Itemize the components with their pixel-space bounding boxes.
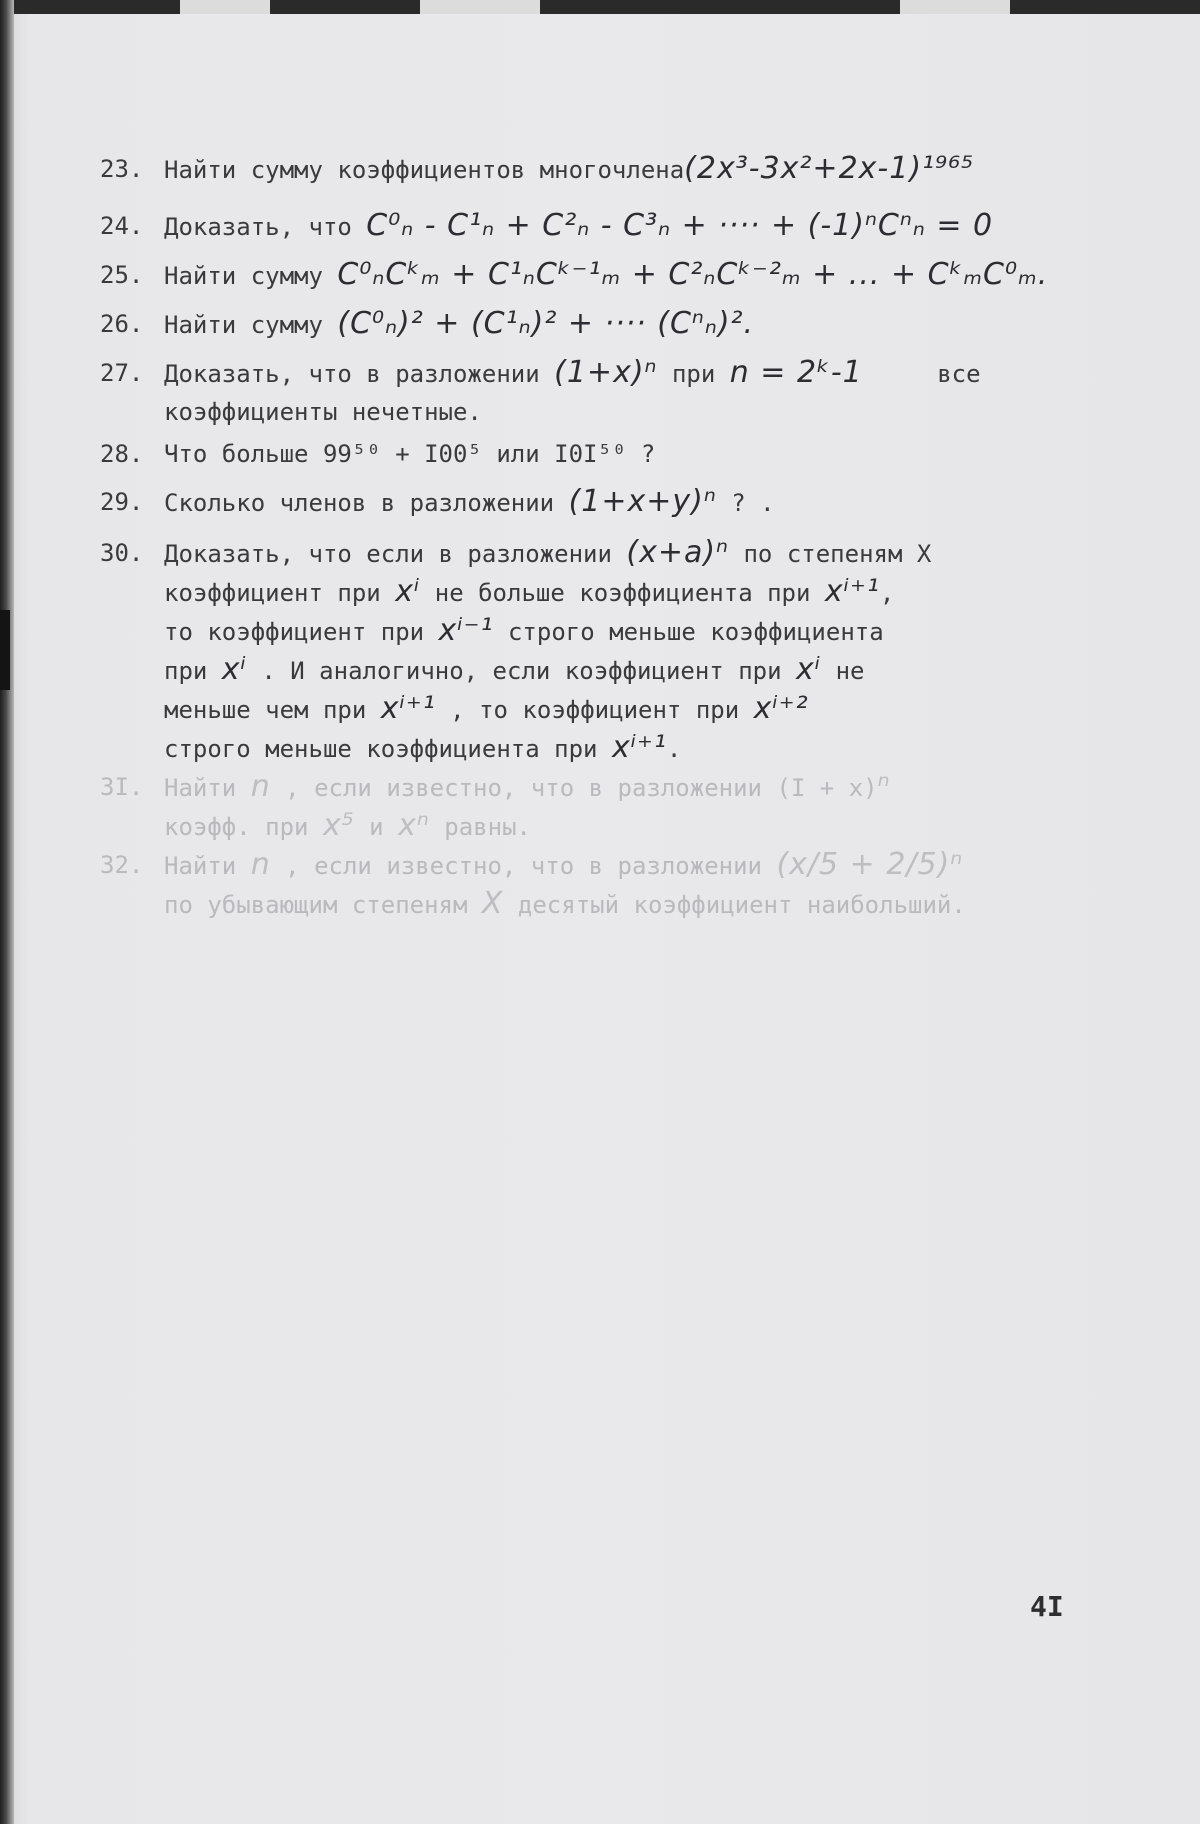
problem-text: коэфф. при: [164, 813, 323, 841]
handwritten-formula: (C⁰ₙ)² + (C¹ₙ)² + ···· (Cⁿₙ)².: [337, 306, 755, 341]
problem-number: 32.: [100, 851, 144, 879]
handwritten-formula: x⁵: [322, 808, 355, 843]
problem-text: ? .: [716, 489, 775, 517]
problem-29: [100, 483, 1120, 522]
problem-text: Найти сумму: [164, 311, 338, 339]
handwritten-formula: (x/5 + 2/5)ⁿ: [776, 847, 964, 882]
handwritten-formula: (x+a)ⁿ: [626, 535, 730, 570]
problem-text: строго меньше коэффициента при: [164, 735, 612, 763]
problem-number: 29.: [100, 488, 144, 516]
problem-text: не больше коэффициента при: [420, 579, 825, 607]
problem-28: [100, 435, 1120, 473]
handwritten-formula: (1+x)ⁿ: [554, 355, 658, 390]
handwritten-formula: xⁱ⁻¹: [438, 613, 494, 648]
handwritten-formula: xⁱ: [395, 574, 421, 609]
problem-text: Доказать, что в разложении: [164, 360, 555, 388]
problem-text: десятый коэффициент наибольший.: [503, 891, 966, 919]
handwritten-formula: xⁱ: [221, 652, 247, 687]
problem-text: Доказать, что: [164, 213, 367, 241]
problem-number: 23.: [100, 155, 144, 183]
problem-number: 25.: [100, 261, 144, 289]
handwritten-formula: xⁱ: [796, 652, 822, 687]
handwritten-formula: n: [250, 769, 271, 804]
problem-text: равны.: [429, 813, 531, 841]
handwritten-formula: n: [250, 847, 271, 882]
problem-25: [100, 256, 1120, 295]
handwritten-formula: xⁱ⁺¹: [824, 574, 880, 609]
handwritten-formula: xⁱ⁺¹: [380, 691, 436, 726]
problem-30: [100, 534, 1120, 768]
problem-text: меньше чем при: [164, 696, 381, 724]
problem-text: Сколько членов в разложении: [164, 489, 569, 517]
problem-23: [100, 150, 1120, 189]
problem-24: [100, 207, 1120, 246]
problem-number: 27.: [100, 359, 144, 387]
problem-text: Найти: [164, 852, 251, 880]
problem-text: все: [922, 360, 981, 388]
handwritten-formula: n = 2ᵏ-1: [729, 355, 863, 390]
problem-text: коэффициенты нечетные.: [164, 398, 482, 426]
problem-text: Найти сумму: [164, 262, 338, 290]
handwritten-formula: (2x³-3x²+2x-1)¹⁹⁶⁵: [684, 151, 975, 186]
scan-top-edge: [0, 0, 1200, 14]
problem-text: Найти: [164, 774, 251, 802]
problem-text: . И аналогично, если коэффициент при: [246, 657, 796, 685]
handwritten-formula: (1+x+y)ⁿ: [568, 484, 717, 519]
problem-text: по убывающим степеням: [164, 891, 482, 919]
handwritten-formula: C⁰ₙ - C¹ₙ + C²ₙ - C³ₙ + ···· + (-1)ⁿCⁿₙ = 0: [366, 208, 994, 243]
problem-text: строго меньше коэффициента: [493, 618, 884, 646]
problem-32: [100, 846, 1120, 924]
problem-26: [100, 305, 1120, 344]
problem-number: 24.: [100, 212, 144, 240]
problem-text: не: [821, 657, 865, 685]
problem-text: , если известно, что в разложении (I + x): [270, 774, 878, 802]
problem-number: 30.: [100, 539, 144, 567]
problem-text: , если известно, что в разложении: [270, 852, 777, 880]
problem-number: 28.: [100, 440, 144, 468]
problem-text: коэффициент при: [164, 579, 396, 607]
problem-text: Доказать, что если в разложении: [164, 540, 627, 568]
problem-text: Что больше 99⁵⁰ + I00⁵ или I0I⁵⁰ ?: [164, 440, 656, 468]
problem-text: , то коэффициент при: [435, 696, 754, 724]
page-number: 4I: [1030, 1590, 1064, 1623]
problem-list: [100, 150, 1120, 924]
handwritten-formula: X: [481, 886, 504, 921]
problem-text: при: [164, 657, 222, 685]
problem-text: по степеням X: [729, 540, 932, 568]
handwritten-formula: xⁱ⁺¹: [611, 730, 667, 765]
problem-text: ,: [879, 579, 895, 607]
problem-text: при: [657, 360, 730, 388]
handwritten-formula: xⁿ: [398, 808, 430, 843]
scan-left-edge: [0, 0, 14, 1824]
handwritten-formula: ⁿ: [877, 769, 891, 804]
problem-27: [100, 354, 1120, 431]
handwritten-formula: C⁰ₙCᵏₘ + C¹ₙCᵏ⁻¹ₘ + C²ₙCᵏ⁻²ₘ + ... + CᵏₘC⁰ₘ.: [337, 257, 1049, 292]
scan-binding-mark: [0, 610, 10, 690]
problem-number: 3I.: [100, 773, 144, 801]
problem-text: и: [354, 813, 399, 841]
problem-number: 26.: [100, 310, 144, 338]
problem-text: Найти сумму коэффициентов многочлена: [164, 156, 685, 184]
handwritten-formula: xⁱ⁺²: [753, 691, 809, 726]
problem-31: [100, 768, 1120, 846]
problem-text: то коэффициент при: [164, 618, 439, 646]
problem-text: .: [666, 735, 682, 763]
